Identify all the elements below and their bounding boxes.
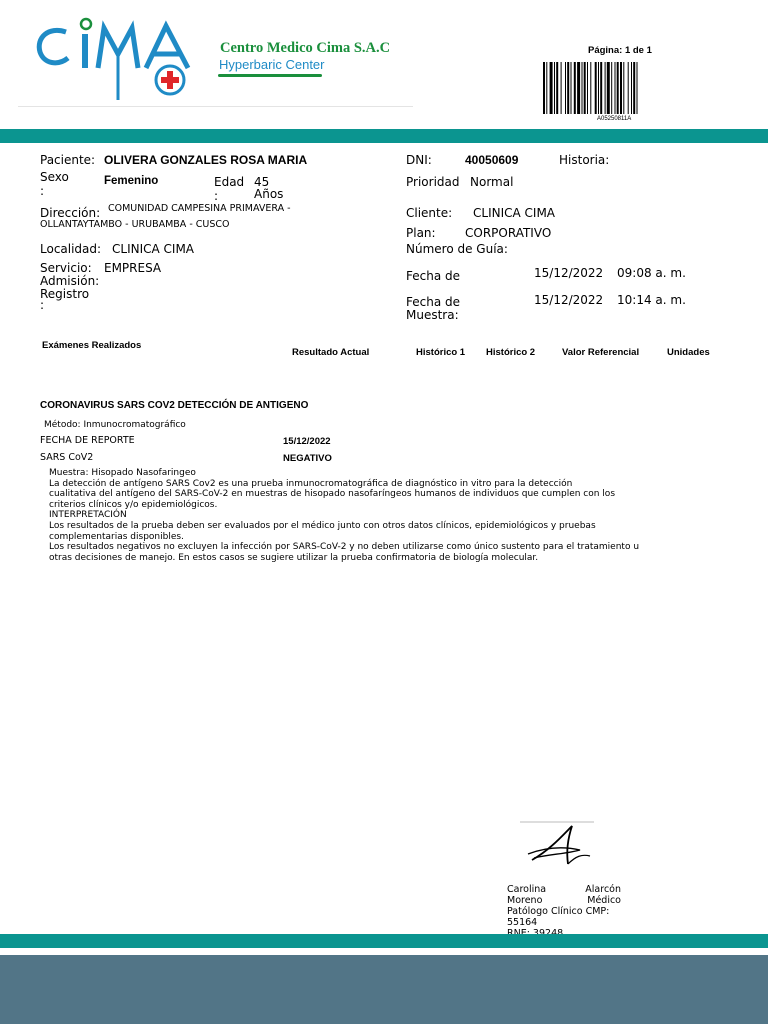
cliente-label: Cliente: — [406, 206, 453, 220]
barcode-bar — [631, 62, 632, 114]
edad-label: Edad — [214, 175, 245, 189]
dni-value: 40050609 — [465, 153, 519, 167]
fecha-muestra-label: Fecha de — [406, 295, 460, 309]
barcode-bar — [595, 62, 597, 114]
exam-row-label: FECHA DE REPORTE — [40, 435, 135, 446]
exam-note-line: Los resultados negativos no excluyen la infección por SARS-CoV-2 y no deben utilizarse como único sustento para el tratamiento u — [49, 542, 640, 553]
exam-row — [40, 452, 740, 466]
barcode-bar — [567, 62, 569, 114]
signer-second-last-name: Moreno — [507, 895, 543, 906]
bottom-teal-band — [0, 934, 768, 948]
guia-label: Número de Guía: — [406, 242, 508, 256]
exam-note-line: La detección de antígeno SARS Cov2 es una prueba inmunocromatográfica de diagnóstico in vitro para la detección — [49, 478, 573, 489]
exam-row-value: 15/12/2022 — [283, 436, 331, 447]
paciente-label: Paciente: — [40, 153, 96, 167]
barcode-bar — [582, 62, 583, 114]
barcode-bar — [637, 62, 638, 114]
fecha-date: 15/12/2022 — [534, 266, 604, 280]
barcode-bar — [587, 62, 588, 114]
barcode-bar — [600, 62, 602, 114]
cima-logo — [34, 14, 199, 106]
barcode-bars — [543, 62, 687, 114]
barcode-bar — [615, 62, 616, 114]
exam-title: CORONAVIRUS SARS COV2 DETECCIÓN DE ANTIGENO — [40, 400, 309, 411]
barcode-bar — [584, 62, 586, 114]
signer-specialty: Patólogo Clínico CMP: — [507, 906, 610, 917]
direccion-value-line1: COMUNIDAD CAMPESINA PRIMAVERA - — [108, 203, 291, 214]
barcode-bar — [546, 62, 547, 114]
org-subtitle-swoosh — [218, 74, 322, 77]
barcode — [543, 62, 687, 116]
signature-image — [520, 820, 595, 868]
sexo-value: Femenino — [104, 175, 159, 187]
signature-scribble — [520, 820, 595, 868]
barcode-bar — [550, 62, 553, 114]
cliente-value: CLINICA CIMA — [473, 206, 556, 220]
signature-block — [507, 884, 621, 939]
barcode-bar — [607, 62, 610, 114]
header-divider — [18, 106, 413, 107]
org-subtitle: Hyperbaric Center — [219, 57, 325, 72]
barcode-bar — [617, 62, 619, 114]
sexo-colon: : — [40, 184, 45, 198]
page-number: Página: 1 de 1 — [588, 45, 652, 56]
barcode-bar — [620, 62, 622, 114]
paciente-value: OLIVERA GONZALES ROSA MARIA — [104, 153, 308, 167]
barcode-bar — [571, 62, 572, 114]
prioridad-value: Normal — [470, 175, 514, 189]
plan-label: Plan: — [406, 226, 436, 240]
exam-note-line: cualitativa del antígeno del SARS-CoV-2 en muestras de hisopado nasofaríngeos humanos de individuos que cumplen con los — [49, 489, 616, 500]
exam-note-line: otras decisiones de manejo. En estos casos se sugiere utilizar la prueba confirmatoria de biología molecular. — [49, 552, 539, 563]
barcode-bar — [623, 62, 624, 114]
servicio-label: Servicio: — [40, 261, 92, 275]
fecha-muestra-time: 10:14 a. m. — [617, 293, 686, 307]
direccion-value-line2: OLLANTAYTAMBO - URUBAMBA - CUSCO — [40, 219, 230, 230]
barcode-bar — [605, 62, 606, 114]
barcode-bar — [554, 62, 555, 114]
fecha-muestra-date: 15/12/2022 — [534, 293, 604, 307]
cima-logo-mark — [34, 14, 199, 106]
org-name: Centro Medico Cima S.A.C — [220, 40, 391, 56]
signer-line — [507, 895, 621, 906]
signer-line — [507, 884, 621, 895]
barcode-bar — [556, 62, 558, 114]
barcode-bar — [577, 62, 580, 114]
footer-slate-area — [0, 955, 768, 1024]
registro-colon: : — [40, 298, 45, 312]
sexo-label: Sexo — [40, 170, 69, 184]
registro-label: Registro — [40, 287, 90, 301]
col-examenes: Exámenes Realizados — [42, 340, 142, 351]
plan-value: CORPORATIVO — [465, 226, 552, 240]
exam-note-line: Los resultados de la prueba deben ser evaluados por el médico junto con otros datos clínicos, epidemiológicos y pruebas — [49, 520, 596, 531]
edad-unit: Años — [254, 187, 284, 201]
exam-row-value: NEGATIVO — [283, 453, 332, 464]
exam-note-line: criterios clínicos y/o epidemiológicos. — [49, 499, 218, 510]
barcode-bar — [633, 62, 635, 114]
top-teal-band — [0, 129, 768, 143]
exam-note-line: INTERPRETACIÓN — [49, 510, 127, 521]
col-unidades: Unidades — [667, 347, 710, 358]
exam-metodo: Método: Inmunocromatográfico — [44, 420, 186, 430]
barcode-bar — [628, 62, 629, 114]
localidad-value: CLINICA CIMA — [112, 242, 195, 256]
signer-first-name: Carolina — [507, 884, 547, 895]
col-valor: Valor Referencial — [562, 347, 640, 358]
barcode-bar — [543, 62, 545, 114]
fecha-muestra-label-2: Muestra: — [406, 308, 459, 322]
col-historico1: Histórico 1 — [416, 347, 466, 358]
barcode-bar — [611, 62, 612, 114]
signer-last-name: Alarcón — [585, 884, 621, 895]
barcode-bar — [590, 62, 591, 114]
barcode-bar — [598, 62, 599, 114]
signer-cmp: 55164 — [507, 917, 538, 928]
col-resultado: Resultado Actual — [292, 347, 370, 358]
signer-title: Médico — [587, 895, 621, 906]
col-historico2: Histórico 2 — [486, 347, 536, 358]
servicio-value: EMPRESA — [104, 261, 162, 275]
historia-label: Historia: — [559, 153, 610, 167]
prioridad-label: Prioridad — [406, 175, 460, 189]
barcode-bar — [565, 62, 566, 114]
dni-label: DNI: — [406, 153, 432, 167]
exam-note-line: complementarias disponibles. — [49, 531, 184, 542]
barcode-bar — [561, 62, 562, 114]
direccion-label: Dirección: — [40, 206, 101, 220]
exam-notes — [49, 468, 689, 563]
edad-value: 45 — [254, 175, 270, 189]
exam-row-label: SARS CoV2 — [40, 452, 94, 463]
barcode-text: A05250811A — [597, 116, 632, 122]
fecha-label: Fecha de — [406, 269, 460, 283]
exam-note-line: Muestra: Hisopado Nasofaringeo — [49, 468, 196, 478]
edad-colon: : — [214, 189, 219, 203]
fecha-time: 09:08 a. m. — [617, 266, 686, 280]
admision-label: Admisión: — [40, 274, 100, 288]
barcode-bar — [574, 62, 576, 114]
localidad-label: Localidad: — [40, 242, 102, 256]
exam-row — [40, 435, 740, 449]
